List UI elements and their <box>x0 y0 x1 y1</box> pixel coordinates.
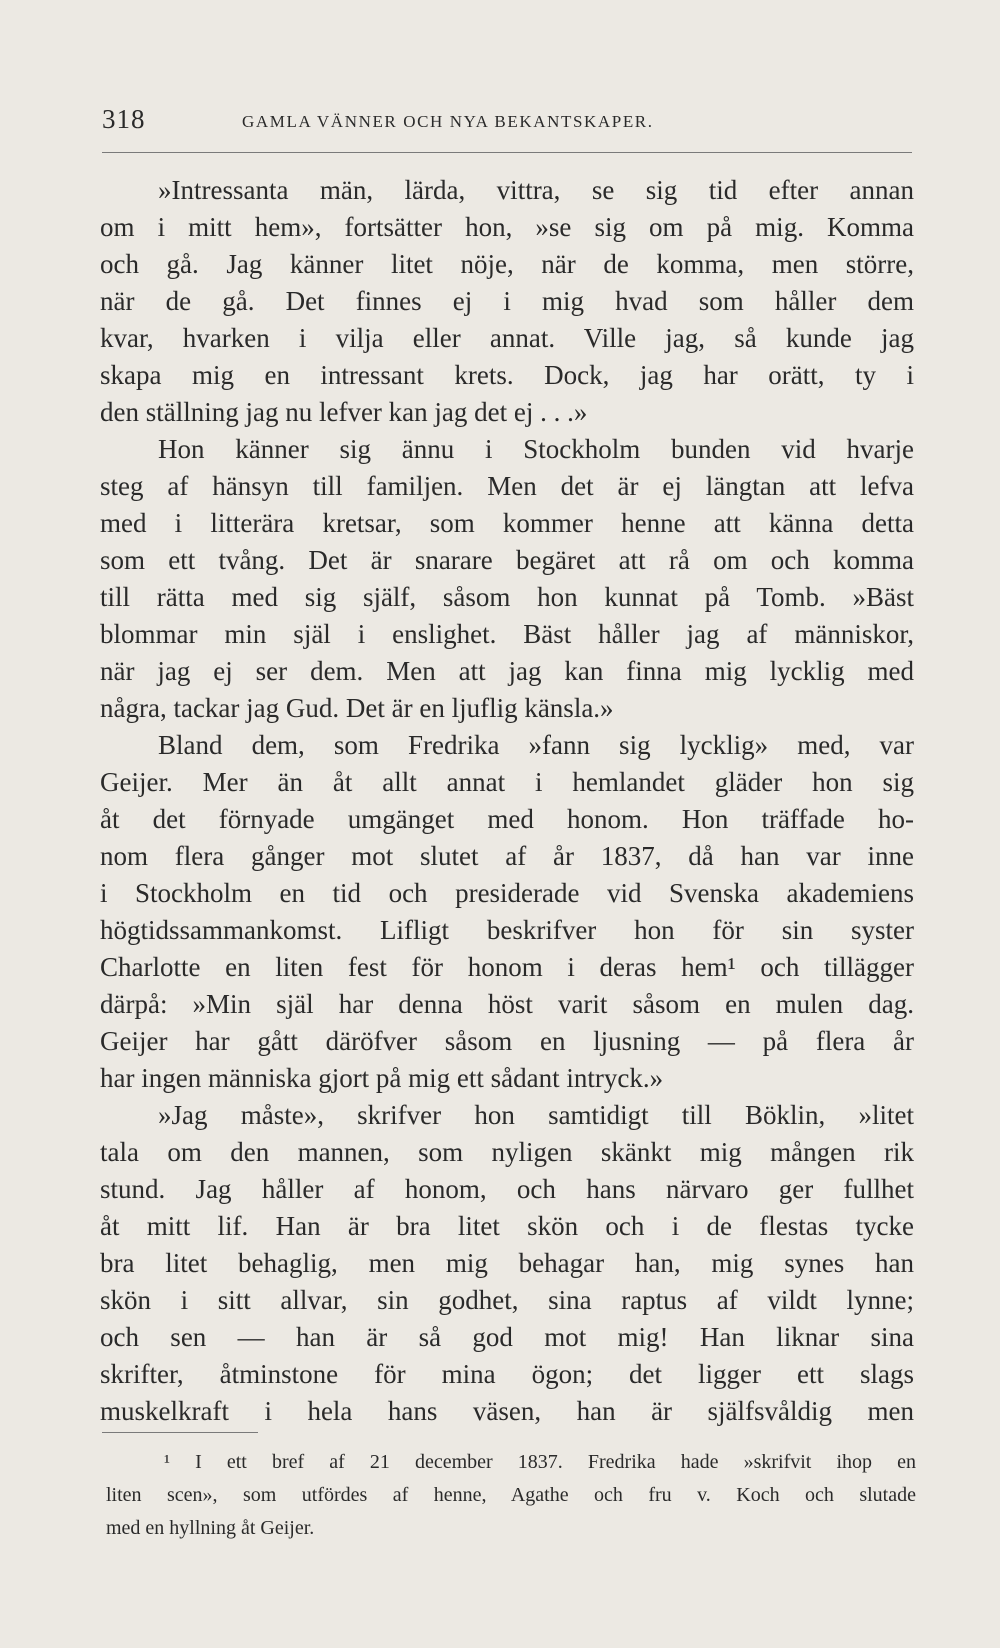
text-line: kvar, hvarken i vilja eller annat. Ville jag, så kunde jag <box>100 323 914 353</box>
text-line: till rätta med sig själf, såsom hon kunnat på Tomb. »Bäst <box>100 582 914 612</box>
text-line: högtidssammankomst. Lifligt beskrifver hon för sin syster <box>100 915 914 945</box>
text-line: Geijer har gått däröfver såsom en ljusning — på flera år <box>100 1026 914 1056</box>
text-line: några, tackar jag Gud. Det är en ljuflig känsla.» <box>100 693 614 723</box>
text-line: i Stockholm en tid och presiderade vid Svenska akademiens <box>100 878 914 908</box>
text-line: Charlotte en liten fest för honom i deras hem¹ och tillägger <box>100 952 914 982</box>
text-line: åt mitt lif. Han är bra litet skön och i de flestas tycke <box>100 1211 914 1241</box>
footnote-line: ¹ I ett bref af 21 december 1837. Fredrika hade »skrifvit ihop en <box>164 1451 916 1473</box>
text-line: när jag ej ser dem. Men att jag kan finna mig lycklig med <box>100 656 914 686</box>
text-line: den ställning jag nu lefver kan jag det ej . . .» <box>100 397 588 427</box>
text-line: Hon känner sig ännu i Stockholm bunden vid hvarje <box>158 434 914 464</box>
text-line: om i mitt hem», fortsätter hon, »se sig om på mig. Komma <box>100 212 914 242</box>
text-line: tala om den mannen, som nyligen skänkt mig mången rik <box>100 1137 914 1167</box>
text-line: därpå: »Min själ har denna höst varit såsom en mulen dag. <box>100 989 914 1019</box>
text-line: Geijer. Mer än åt allt annat i hemlandet gläder hon sig <box>100 767 914 797</box>
text-line: steg af hänsyn till familjen. Men det är ej längtan att lefva <box>100 471 914 501</box>
text-line: muskelkraft i hela hans väsen, han är själfsvåldig men <box>100 1396 914 1426</box>
text-line: bra litet behaglig, men mig behagar han, mig synes han <box>100 1248 914 1278</box>
text-line: som ett tvång. Det är snarare begäret att rå om och komma <box>100 545 914 575</box>
text-line: har ingen människa gjort på mig ett sådant intryck.» <box>100 1063 664 1093</box>
footnote-rule <box>102 1432 258 1433</box>
footnote-line: med en hyllning åt Geijer. <box>106 1517 315 1539</box>
text-line: Bland dem, som Fredrika »fann sig lycklig» med, var <box>158 730 914 760</box>
text-line: »Jag måste», skrifver hon samtidigt till Böklin, »litet <box>158 1100 914 1130</box>
text-line: åt det förnyade umgänget med honom. Hon träffade ho- <box>100 804 914 834</box>
page-number: 318 <box>102 104 146 134</box>
text-line: skön i sitt allvar, sin godhet, sina raptus af vildt lynne; <box>100 1285 914 1315</box>
text-line: stund. Jag håller af honom, och hans närvaro ger fullhet <box>100 1174 914 1204</box>
header-rule <box>102 152 912 153</box>
text-line: blommar min själ i enslighet. Bäst håller jag af människor, <box>100 619 914 649</box>
text-line: skapa mig en intressant krets. Dock, jag har orätt, ty i <box>100 360 914 390</box>
text-line: skrifter, åtminstone för mina ögon; det ligger ett slags <box>100 1359 914 1389</box>
text-line: med i litterära kretsar, som kommer henne att känna detta <box>100 508 914 538</box>
footnote-line: liten scen», som utfördes af henne, Agathe och fru v. Koch och slutade <box>106 1484 916 1506</box>
text-line: nom flera gånger mot slutet af år 1837, då han var inne <box>100 841 914 871</box>
running-title: GAMLA VÄNNER OCH NYA BEKANTSKAPER. <box>242 112 654 131</box>
page-header <box>102 98 912 138</box>
footnotes <box>106 1446 916 1545</box>
text-line: när de gå. Det finnes ej i mig hvad som håller dem <box>100 286 914 316</box>
body-text <box>100 172 914 1430</box>
text-line: och gå. Jag känner litet nöje, när de komma, men större, <box>100 249 914 279</box>
text-line: och sen — han är så god mot mig! Han liknar sina <box>100 1322 914 1352</box>
text-line: »Intressanta män, lärda, vittra, se sig tid efter annan <box>158 175 914 205</box>
